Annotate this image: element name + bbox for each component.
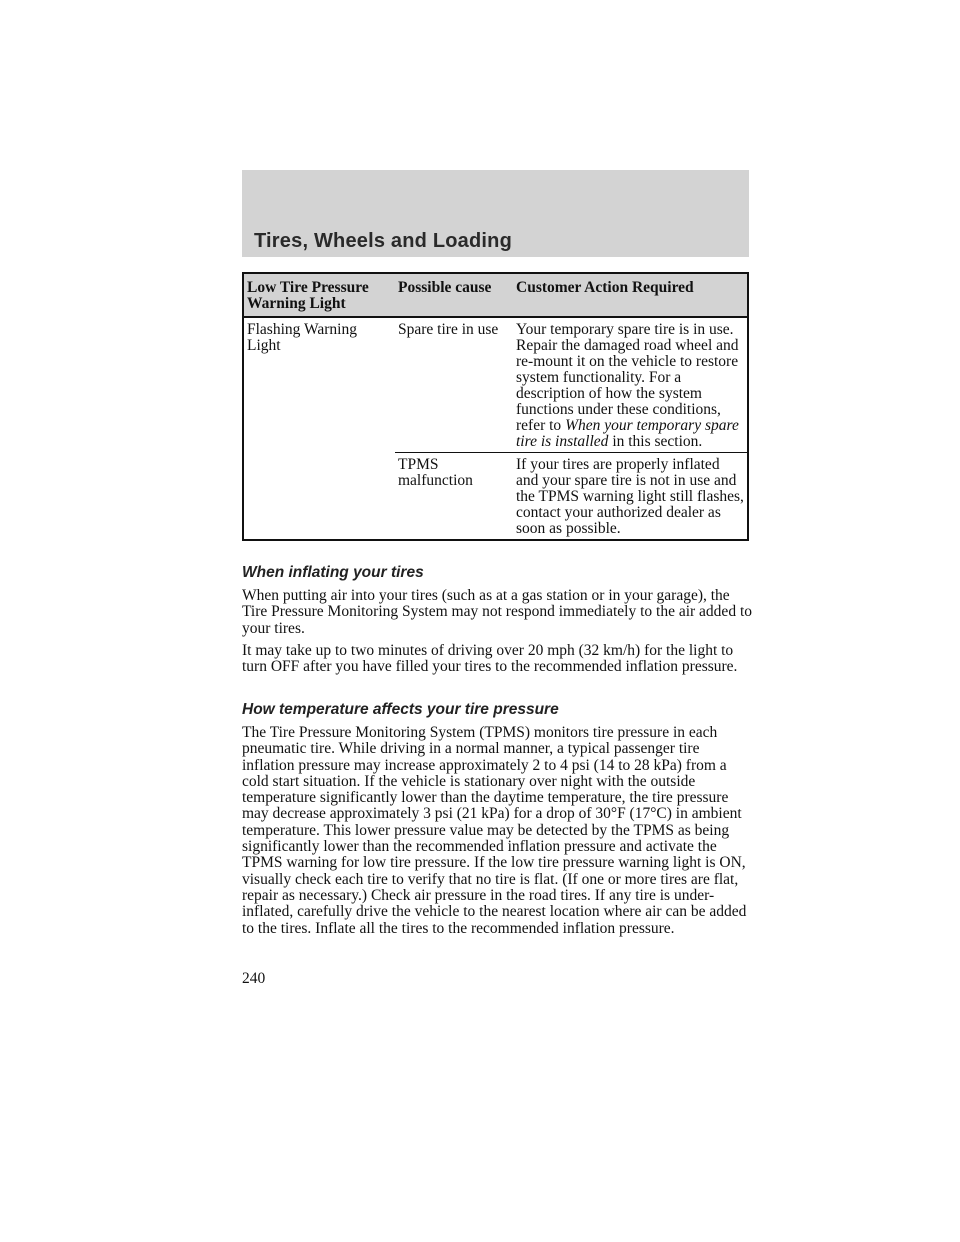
action-cell [513, 317, 748, 453]
cause-cell: TPMS malfunction [395, 453, 513, 541]
inflating-section [242, 564, 752, 675]
header-possible-cause: Possible cause [395, 273, 513, 317]
inflating-heading: When inflating your tires [242, 564, 424, 581]
action-suffix: in this section. [608, 433, 703, 450]
tpms-warning-table [242, 272, 749, 541]
temperature-heading: How temperature affects your tire pressure [242, 701, 559, 718]
action-cell: If your tires are properly inflated and your spare tire is not in use and the TPMS warning light still flashes, contact your authorized dealer as soon as possible. [513, 453, 748, 541]
page-number: 240 [242, 970, 266, 987]
temperature-section [242, 701, 752, 937]
table-row [243, 317, 748, 453]
action-reference: When your temporary spare tire is installed [516, 417, 739, 450]
warning-light-cell: Flashing Warning Light [247, 321, 357, 354]
action-text: Your temporary spare tire is in use. Repair the damaged road wheel and re-mount it on the vehicle to restore system functionality. For a description of how the system functions under these conditions, refer to [516, 321, 739, 434]
header-warning-light: Low Tire Pressure Warning Light [243, 273, 395, 317]
cause-cell: Spare tire in use [398, 321, 499, 338]
header-customer-action: Customer Action Required [513, 273, 748, 317]
table-header-row [243, 273, 748, 317]
section-title: Tires, Wheels and Loading [254, 230, 513, 252]
inflating-paragraph-1: When putting air into your tires (such as at a gas station or in your garage), the Tire Pressure Monitoring System may not respond immediately to the air added to your tires. [242, 587, 752, 637]
section-header-band [242, 170, 749, 257]
temperature-paragraph: The Tire Pressure Monitoring System (TPMS) monitors tire pressure in each pneumatic tire. While driving in a normal manner, a typical passenger tire inflation pressure may increase approximately 2 to 4 psi (14 to 28 kPa) from a cold start situation. If the vehicle is stationary over night with the outside temperature significantly lower than the daytime temperature, the tire pressure may decrease approximately 3 psi (21 kPa) for a drop of 30°F (17°C) in ambient temperature. This lower pressure value may be detected by the TPMS as being significantly lower than the recommended inflation pressure and activate the TPMS warning for low tire pressure. If the low tire pressure warning light is ON, visually check each tire to verify that no tire is flat. (If one or more tires are flat, repair as necessary.) Check air pressure in the road tires. If any tire is under-inflated, carefully drive the vehicle to the nearest location where air can be added to the tires. Inflate all the tires to the recommended inflation pressure. [242, 724, 747, 937]
inflating-paragraph-2: It may take up to two minutes of driving over 20 mph (32 km/h) for the light to turn OFF after you have filled your tires to the recommended inflation pressure. [242, 641, 738, 676]
